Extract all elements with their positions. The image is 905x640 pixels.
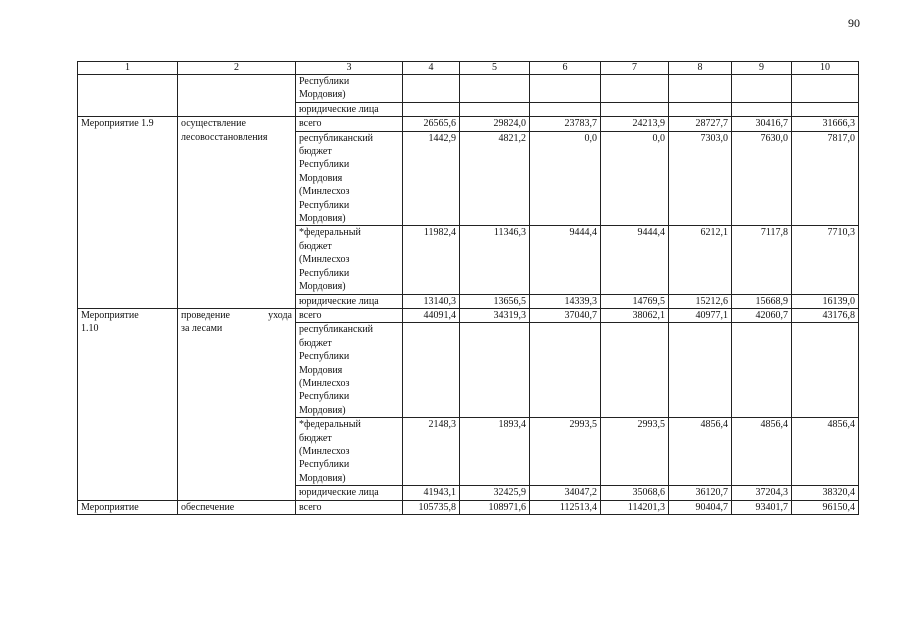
funding-source-cell-line: Республики bbox=[299, 391, 350, 403]
value-cell-line: 0,0 bbox=[652, 132, 665, 144]
measure-name-cell-line: Мероприятие 1.9 bbox=[81, 118, 154, 130]
value-cell bbox=[669, 102, 732, 116]
value-cell-line: 96150,4 bbox=[822, 501, 855, 513]
funding-source-cell-line: Мордовия) bbox=[299, 281, 346, 293]
value-cell bbox=[460, 486, 530, 500]
page-number: 90 bbox=[848, 16, 860, 30]
value-cell bbox=[403, 75, 460, 103]
measure-description-cell bbox=[178, 308, 296, 500]
value-cell-line: 4856,4 bbox=[760, 419, 788, 431]
funding-source-cell-line: юридические лица bbox=[299, 487, 379, 499]
value-cell bbox=[792, 486, 859, 500]
value-cell bbox=[460, 500, 530, 514]
funding-source-cell-line: Республики bbox=[299, 199, 350, 211]
value-cell-line: 42060,7 bbox=[755, 309, 788, 321]
value-cell-line: 38320,4 bbox=[822, 487, 855, 499]
value-cell-line: 108971,6 bbox=[488, 501, 526, 513]
funding-source-cell-line: всего bbox=[299, 118, 322, 130]
value-cell-line: 4856,4 bbox=[827, 419, 855, 431]
value-cell-line: 41943,1 bbox=[423, 487, 456, 499]
header-row bbox=[78, 62, 859, 75]
value-cell bbox=[530, 486, 601, 500]
measure-name-cell-line: Мероприятие bbox=[81, 309, 139, 321]
value-cell bbox=[792, 131, 859, 226]
table-row bbox=[78, 117, 859, 131]
value-cell-line: 9444,4 bbox=[637, 227, 665, 239]
funding-source-cell bbox=[296, 486, 403, 500]
value-cell bbox=[669, 294, 732, 308]
value-cell bbox=[601, 226, 669, 294]
value-cell-line: 7117,8 bbox=[760, 227, 788, 239]
column-header-6 bbox=[530, 62, 601, 75]
column-header-5-line: 5 bbox=[492, 62, 497, 73]
column-header-7 bbox=[601, 62, 669, 75]
funding-source-cell-line: Республики bbox=[299, 159, 350, 171]
funding-source-cell-line: всего bbox=[299, 309, 322, 321]
value-cell bbox=[792, 308, 859, 322]
value-cell bbox=[792, 102, 859, 116]
value-cell bbox=[732, 308, 792, 322]
value-cell bbox=[732, 500, 792, 514]
measure-name-cell bbox=[78, 117, 178, 309]
value-cell-line: 30416,7 bbox=[755, 118, 788, 130]
value-cell bbox=[669, 75, 732, 103]
column-header-8-line: 8 bbox=[697, 62, 703, 73]
value-cell bbox=[530, 131, 601, 226]
funding-source-cell-line: (Минлесхоз bbox=[299, 377, 350, 389]
funding-source-cell-line: бюджет bbox=[299, 146, 332, 158]
value-cell bbox=[530, 294, 601, 308]
value-cell bbox=[403, 226, 460, 294]
table-row bbox=[78, 75, 859, 103]
value-cell bbox=[530, 323, 601, 418]
value-cell-line: 4856,4 bbox=[700, 419, 728, 431]
value-cell-line: 37040,7 bbox=[564, 309, 597, 321]
value-cell-line: 34047,2 bbox=[564, 487, 597, 499]
value-cell-line: 26565,6 bbox=[423, 118, 456, 130]
column-header-10-line: 10 bbox=[820, 62, 830, 73]
value-cell bbox=[601, 294, 669, 308]
value-cell-line: 32425,9 bbox=[493, 487, 526, 499]
funding-source-cell-line: Мордовия) bbox=[299, 472, 346, 484]
funding-source-cell bbox=[296, 102, 403, 116]
funding-source-cell bbox=[296, 117, 403, 131]
column-header-3 bbox=[296, 62, 403, 75]
value-cell-line: 11982,4 bbox=[423, 227, 456, 239]
funding-source-cell-line: юридические лица bbox=[299, 103, 379, 115]
column-header-2-line: 2 bbox=[234, 62, 239, 73]
value-cell-line: 28727,7 bbox=[695, 118, 728, 130]
value-cell bbox=[601, 500, 669, 514]
value-cell bbox=[669, 323, 732, 418]
column-header-1-line: 1 bbox=[125, 62, 130, 73]
value-cell-line: 23783,7 bbox=[564, 118, 597, 130]
value-cell bbox=[732, 323, 792, 418]
value-cell-line: 43176,8 bbox=[822, 309, 855, 321]
value-cell bbox=[460, 308, 530, 322]
value-cell bbox=[669, 131, 732, 226]
value-cell bbox=[530, 75, 601, 103]
value-cell-line: 1893,4 bbox=[498, 419, 526, 431]
value-cell bbox=[792, 226, 859, 294]
column-header-4-line: 4 bbox=[428, 62, 434, 73]
funding-source-cell-line: (Минлесхоз bbox=[299, 254, 350, 266]
value-cell bbox=[792, 323, 859, 418]
column-header-4 bbox=[403, 62, 460, 75]
measure-description-cell-line: обеспечение bbox=[181, 501, 235, 513]
column-header-3-line: 3 bbox=[346, 62, 352, 73]
value-cell bbox=[669, 500, 732, 514]
value-cell bbox=[669, 418, 732, 486]
value-cell bbox=[601, 75, 669, 103]
value-cell-line: 31666,3 bbox=[822, 118, 855, 130]
value-cell-line: 112513,4 bbox=[559, 501, 597, 513]
measure-name-cell bbox=[78, 75, 178, 117]
value-cell-line: 14339,3 bbox=[564, 295, 597, 307]
value-cell bbox=[732, 131, 792, 226]
value-cell-line: 9444,4 bbox=[569, 227, 597, 239]
funding-source-cell-line: Мордовия) bbox=[299, 404, 346, 416]
value-cell bbox=[792, 294, 859, 308]
value-cell bbox=[601, 102, 669, 116]
value-cell-line: 0,0 bbox=[584, 132, 597, 144]
value-cell-line: 7710,3 bbox=[827, 227, 855, 239]
funding-source-cell-line: республиканский bbox=[299, 132, 374, 144]
value-cell bbox=[530, 226, 601, 294]
value-cell bbox=[403, 323, 460, 418]
funding-source-cell-line: (Минлесхоз bbox=[299, 445, 350, 457]
funding-source-cell-line: Мордовия) bbox=[299, 89, 346, 101]
value-cell bbox=[460, 117, 530, 131]
column-header-8 bbox=[669, 62, 732, 75]
value-cell bbox=[669, 486, 732, 500]
funding-source-cell-line: *федеральный bbox=[299, 419, 361, 431]
funding-source-cell-line: Мордовия) bbox=[299, 213, 346, 225]
value-cell bbox=[732, 75, 792, 103]
funding-source-cell-line: Республики bbox=[299, 459, 350, 471]
value-cell-line: 11346,3 bbox=[493, 227, 526, 239]
funding-source-cell-line: Республики bbox=[299, 351, 350, 363]
value-cell-line: 36120,7 bbox=[695, 487, 728, 499]
funding-source-cell-line: бюджет bbox=[299, 337, 332, 349]
value-cell-line: 37204,3 bbox=[755, 487, 788, 499]
value-cell bbox=[732, 117, 792, 131]
funding-source-cell-line: *федеральный bbox=[299, 227, 361, 239]
value-cell bbox=[403, 102, 460, 116]
column-header-6-line: 6 bbox=[562, 62, 568, 73]
funding-source-cell bbox=[296, 418, 403, 486]
funding-source-cell-line: юридические лица bbox=[299, 295, 379, 307]
value-cell bbox=[530, 102, 601, 116]
value-cell-line: 35068,6 bbox=[632, 487, 665, 499]
value-cell-line: 13140,3 bbox=[423, 295, 456, 307]
funding-source-cell bbox=[296, 226, 403, 294]
column-header-7-line: 7 bbox=[632, 62, 637, 73]
funding-source-cell-line: всего bbox=[299, 501, 322, 513]
funding-source-cell-line: Мордовия bbox=[299, 364, 343, 376]
measure-description-word: ухода bbox=[268, 309, 292, 321]
value-cell bbox=[530, 308, 601, 322]
value-cell bbox=[403, 418, 460, 486]
value-cell-line: 90404,7 bbox=[695, 501, 728, 513]
value-cell bbox=[601, 486, 669, 500]
measure-description-line bbox=[181, 309, 292, 322]
value-cell bbox=[403, 131, 460, 226]
value-cell bbox=[530, 418, 601, 486]
column-header-10 bbox=[792, 62, 859, 75]
measure-description-cell-line: лесовосстановления bbox=[181, 131, 268, 143]
funding-source-cell-line: (Минлесхоз bbox=[299, 186, 350, 198]
value-cell bbox=[601, 308, 669, 322]
measure-name-cell-line: 1.10 bbox=[81, 323, 99, 335]
column-header-1 bbox=[78, 62, 178, 75]
value-cell-line: 7303,0 bbox=[700, 132, 728, 144]
value-cell-line: 29824,0 bbox=[493, 118, 526, 130]
measure-name-cell bbox=[78, 500, 178, 514]
value-cell bbox=[530, 500, 601, 514]
value-cell bbox=[460, 75, 530, 103]
value-cell bbox=[460, 102, 530, 116]
funding-source-cell-line: бюджет bbox=[299, 432, 332, 444]
column-header-2 bbox=[178, 62, 296, 75]
value-cell bbox=[460, 226, 530, 294]
value-cell-line: 2993,5 bbox=[637, 419, 665, 431]
value-cell-line: 38062,1 bbox=[632, 309, 665, 321]
funding-source-cell bbox=[296, 323, 403, 418]
funding-source-cell bbox=[296, 294, 403, 308]
budget-table bbox=[77, 61, 859, 515]
measure-description-word: проведение bbox=[181, 309, 230, 321]
value-cell bbox=[460, 418, 530, 486]
value-cell bbox=[792, 117, 859, 131]
value-cell bbox=[460, 323, 530, 418]
value-cell bbox=[601, 418, 669, 486]
value-cell bbox=[792, 75, 859, 103]
value-cell-line: 40977,1 bbox=[695, 309, 728, 321]
value-cell bbox=[732, 226, 792, 294]
funding-source-cell-line: Республики bbox=[299, 76, 350, 87]
value-cell-line: 44091,4 bbox=[423, 309, 456, 321]
value-cell bbox=[460, 294, 530, 308]
value-cell-line: 7630,0 bbox=[760, 132, 788, 144]
value-cell-line: 4821,2 bbox=[498, 132, 526, 144]
value-cell bbox=[403, 308, 460, 322]
funding-source-cell-line: бюджет bbox=[299, 240, 332, 252]
value-cell bbox=[601, 117, 669, 131]
value-cell bbox=[732, 486, 792, 500]
value-cell-line: 24213,9 bbox=[632, 118, 665, 130]
funding-source-cell bbox=[296, 308, 403, 322]
value-cell bbox=[792, 500, 859, 514]
value-cell bbox=[732, 102, 792, 116]
value-cell bbox=[669, 226, 732, 294]
table-row bbox=[78, 500, 859, 514]
value-cell bbox=[732, 418, 792, 486]
measure-description-line: за лесами bbox=[181, 323, 223, 335]
value-cell bbox=[669, 308, 732, 322]
funding-source-cell-line: Республики bbox=[299, 267, 350, 279]
funding-source-cell bbox=[296, 75, 403, 103]
value-cell-line: 105735,8 bbox=[418, 501, 456, 513]
value-cell bbox=[732, 294, 792, 308]
value-cell-line: 15212,6 bbox=[695, 295, 728, 307]
value-cell-line: 93401,7 bbox=[755, 501, 788, 513]
funding-source-cell bbox=[296, 131, 403, 226]
value-cell bbox=[601, 131, 669, 226]
value-cell bbox=[530, 117, 601, 131]
table-row bbox=[78, 308, 859, 322]
column-header-9 bbox=[732, 62, 792, 75]
value-cell-line: 7817,0 bbox=[827, 132, 855, 144]
column-header-5 bbox=[460, 62, 530, 75]
value-cell bbox=[403, 500, 460, 514]
value-cell-line: 15668,9 bbox=[755, 295, 788, 307]
measure-name-cell-line: Мероприятие bbox=[81, 501, 139, 513]
value-cell-line: 34319,3 bbox=[493, 309, 526, 321]
measure-name-cell bbox=[78, 308, 178, 500]
value-cell bbox=[460, 131, 530, 226]
funding-source-cell-line: республиканский bbox=[299, 324, 374, 336]
value-cell bbox=[403, 117, 460, 131]
value-cell bbox=[601, 323, 669, 418]
value-cell bbox=[403, 486, 460, 500]
measure-description-cell bbox=[178, 500, 296, 514]
value-cell-line: 2993,5 bbox=[569, 419, 597, 431]
value-cell-line: 16139,0 bbox=[822, 295, 855, 307]
value-cell-line: 114201,3 bbox=[627, 501, 665, 513]
value-cell-line: 13656,5 bbox=[493, 295, 526, 307]
column-header-9-line: 9 bbox=[759, 62, 764, 73]
value-cell bbox=[403, 294, 460, 308]
value-cell bbox=[669, 117, 732, 131]
value-cell-line: 1442,9 bbox=[428, 132, 456, 144]
value-cell-line: 2148,3 bbox=[428, 419, 456, 431]
value-cell-line: 6212,1 bbox=[700, 227, 728, 239]
value-cell bbox=[792, 418, 859, 486]
measure-description-cell bbox=[178, 75, 296, 117]
funding-source-cell bbox=[296, 500, 403, 514]
measure-description-cell-line: осуществление bbox=[181, 118, 246, 130]
funding-source-cell-line: Мордовия bbox=[299, 172, 343, 184]
measure-description-cell bbox=[178, 117, 296, 309]
value-cell-line: 14769,5 bbox=[632, 295, 665, 307]
